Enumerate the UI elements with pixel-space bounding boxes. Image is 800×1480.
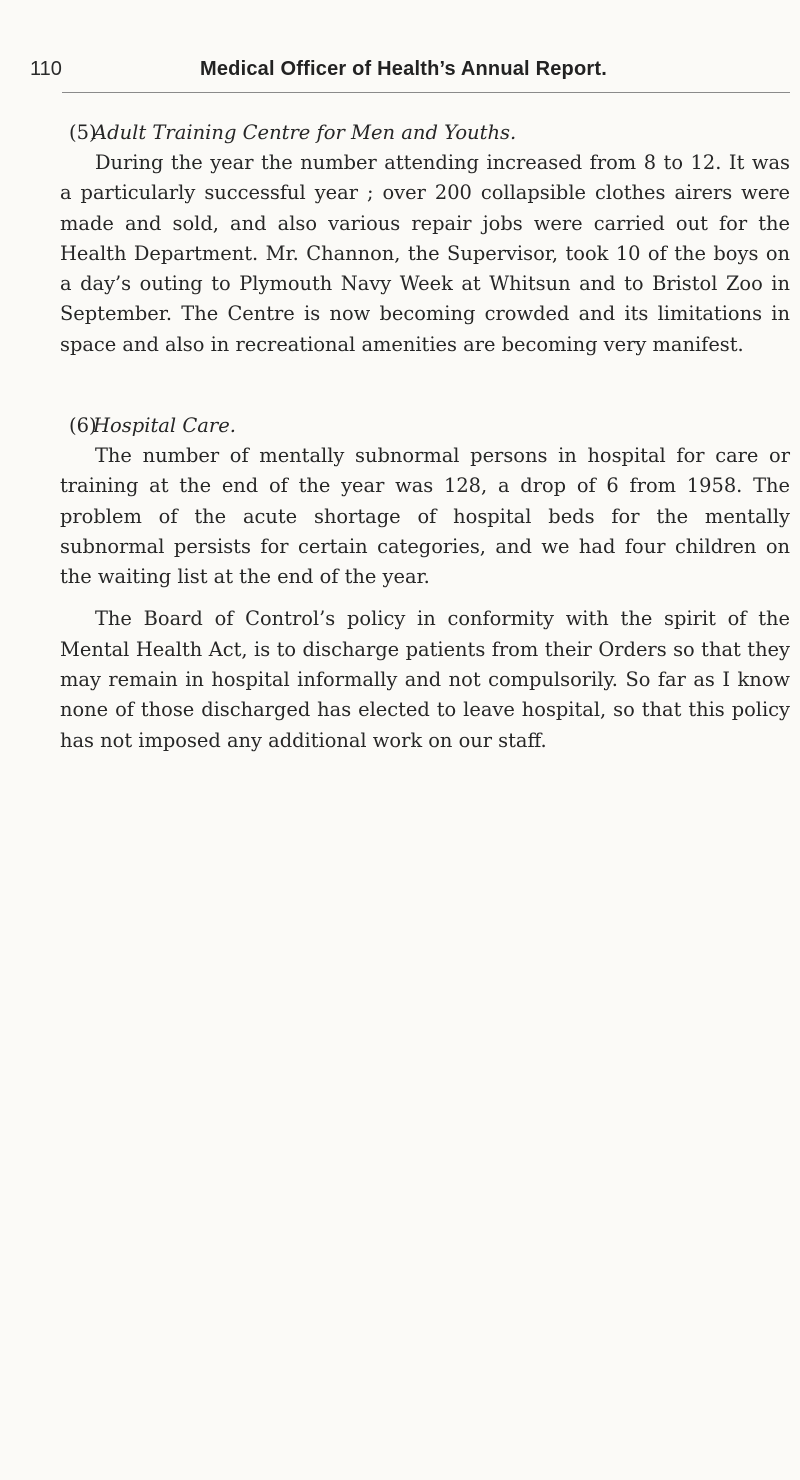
section-title: Adult Training Centre for Men and Youths. xyxy=(93,121,517,144)
paragraph: During the year the number attending increased from 8 to 12. It was a particularly successful year ; over 200 collapsible clothes airers were made and sold, and also various repair jobs were carried out for the Health Department. Mr. Channon, the Supervisor, took 10 of the boys on a day’s outing to Plymouth Navy Week at Whitsun and to Bristol Zoo in September. The Centre is now becoming crowded and its limitations in space and also in recreational amenities are becoming very manifest. xyxy=(60,151,790,356)
section-title: Hospital Care. xyxy=(93,414,236,437)
header-rule xyxy=(62,92,790,93)
running-header xyxy=(30,58,790,88)
paragraph: The number of mentally subnormal persons in hospital for care or training at the end of the year was 128, a drop of 6 from 1958. The problem of the acute shortage of hospital beds for the mentally subnormal persists for certain categories, and we had four children on the waiting list at the end of the year. xyxy=(60,444,790,589)
report-title: Medical Officer of Health’s Annual Report. xyxy=(200,58,607,80)
section-heading xyxy=(69,118,790,148)
section-number: (6) xyxy=(69,414,97,437)
page-number: 110 xyxy=(30,58,62,80)
section-heading xyxy=(69,411,790,441)
section-hospital-care xyxy=(60,411,790,756)
paragraph: The Board of Control’s policy in conformity with the spirit of the Mental Health Act, is to discharge patients from their Orders so that they may remain in hospital informally and not compulsorily. So far as I know none of those discharged has elected to leave hospital, so that this policy has not imposed any additional work on our staff. xyxy=(60,607,790,752)
section-number: (5) xyxy=(69,121,97,144)
section-adult-training-centre xyxy=(60,118,790,360)
